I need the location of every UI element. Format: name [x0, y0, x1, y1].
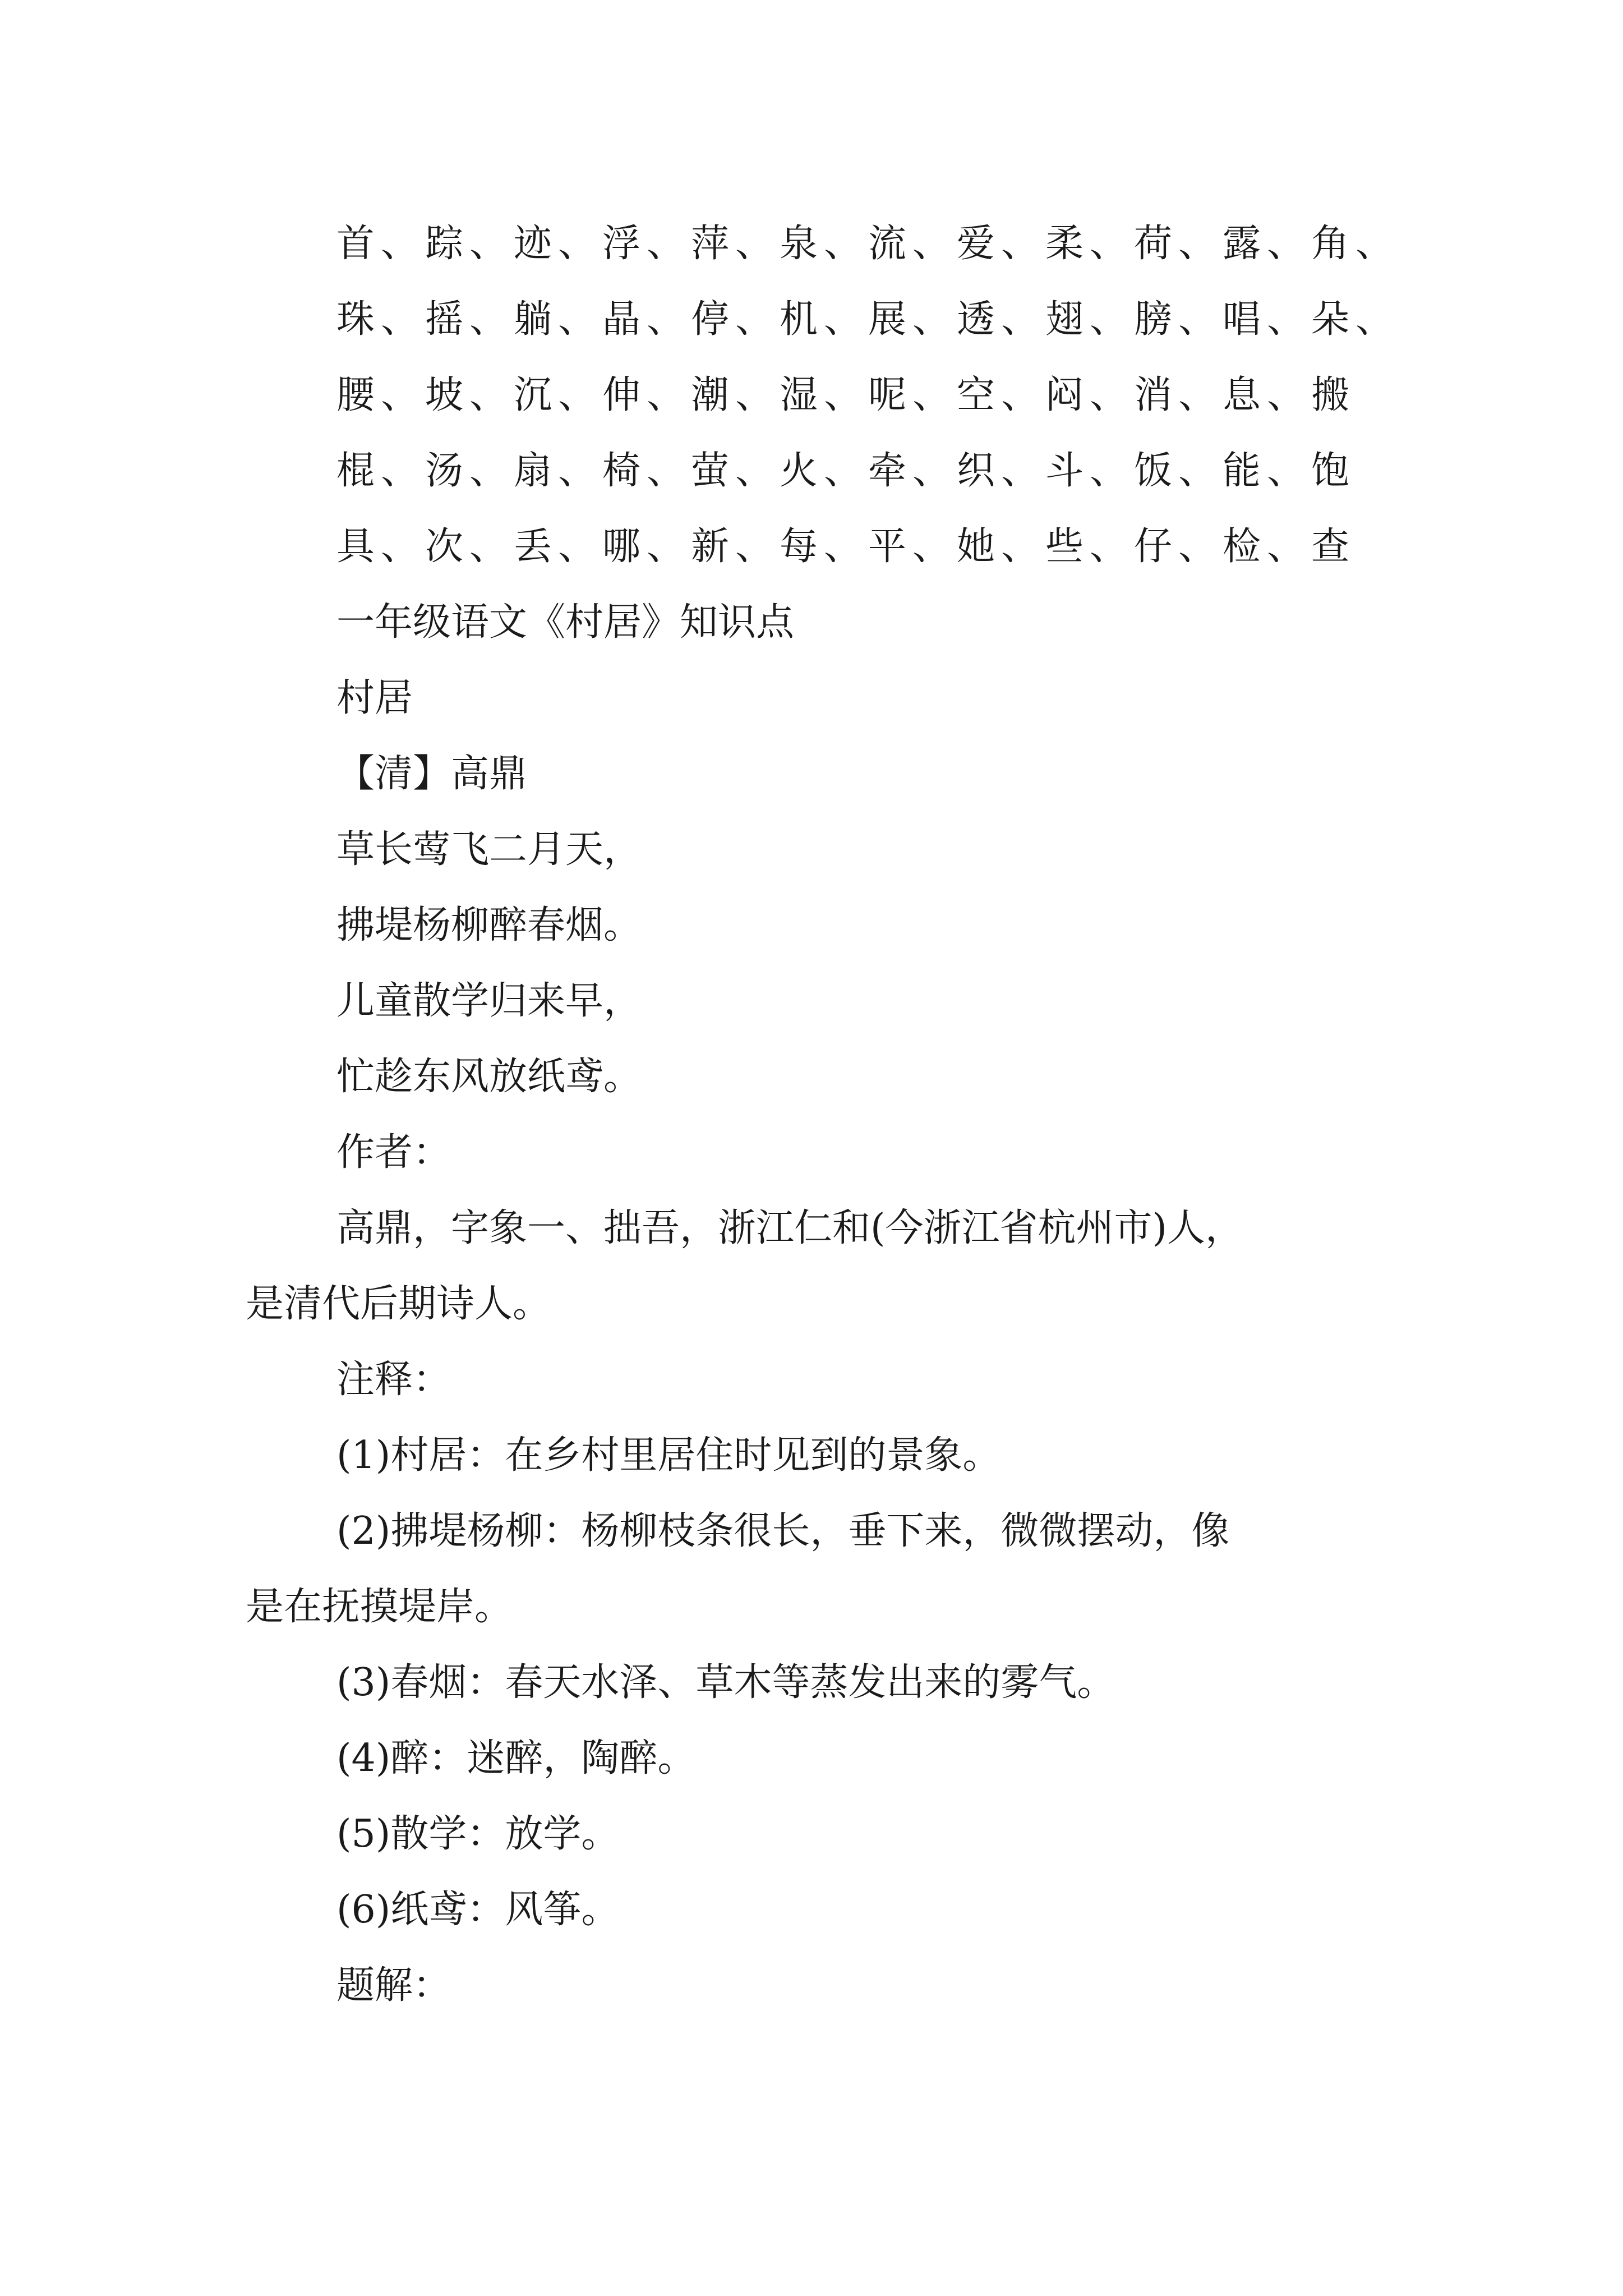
vocab-line-3: 腰、坡、沉、伸、潮、湿、呢、空、闷、消、息、搬 [336, 373, 1356, 417]
note-5: (5)散学：放学。 [336, 1812, 620, 1856]
author-text-line-1: 高鼎，字象一、拙吾，浙江仁和(今浙江省杭州市)人， [336, 1206, 1244, 1250]
poem-line-3: 儿童散学归来早， [336, 979, 642, 1023]
note-4: (4)醉：迷醉，陶醉。 [336, 1736, 696, 1780]
document-title: 一年级语文《村居》知识点 [336, 600, 795, 645]
note-1: (1)村居：在乡村里居住时见到的景象。 [336, 1433, 1001, 1478]
explanation-heading: 题解： [336, 1963, 451, 2008]
vocab-line-5: 具、次、丢、哪、新、每、平、她、些、仔、检、查 [336, 524, 1356, 569]
poem-title: 村居 [336, 676, 413, 720]
vocab-line-2: 珠、摇、躺、晶、停、机、展、透、翅、膀、唱、朵、 [336, 297, 1400, 342]
poem-line-4: 忙趁东风放纸鸢。 [336, 1055, 642, 1099]
poem-author: 【清】高鼎 [336, 752, 528, 796]
note-3: (3)春烟：春天水泽、草木等蒸发出来的雾气。 [336, 1660, 1115, 1705]
author-text-line-2: 是清代后期诗人。 [246, 1282, 551, 1326]
poem-line-2: 拂堤杨柳醉春烟。 [336, 903, 642, 947]
vocab-line-4: 棍、汤、扇、椅、萤、火、牵、织、斗、饭、能、饱 [336, 449, 1356, 493]
vocab-line-1: 首、踪、迹、浮、萍、泉、流、爱、柔、荷、露、角、 [336, 222, 1400, 266]
note-2-line-1: (2)拂堤杨柳：杨柳枝条很长，垂下来，微微摆动，像 [336, 1509, 1230, 1553]
note-6: (6)纸鸢：风筝。 [336, 1888, 620, 1932]
note-2-line-2: 是在抚摸堤岸。 [246, 1585, 513, 1629]
poem-line-1: 草长莺飞二月天， [336, 827, 642, 872]
notes-heading: 注释： [336, 1358, 451, 1402]
author-heading: 作者： [336, 1130, 451, 1175]
